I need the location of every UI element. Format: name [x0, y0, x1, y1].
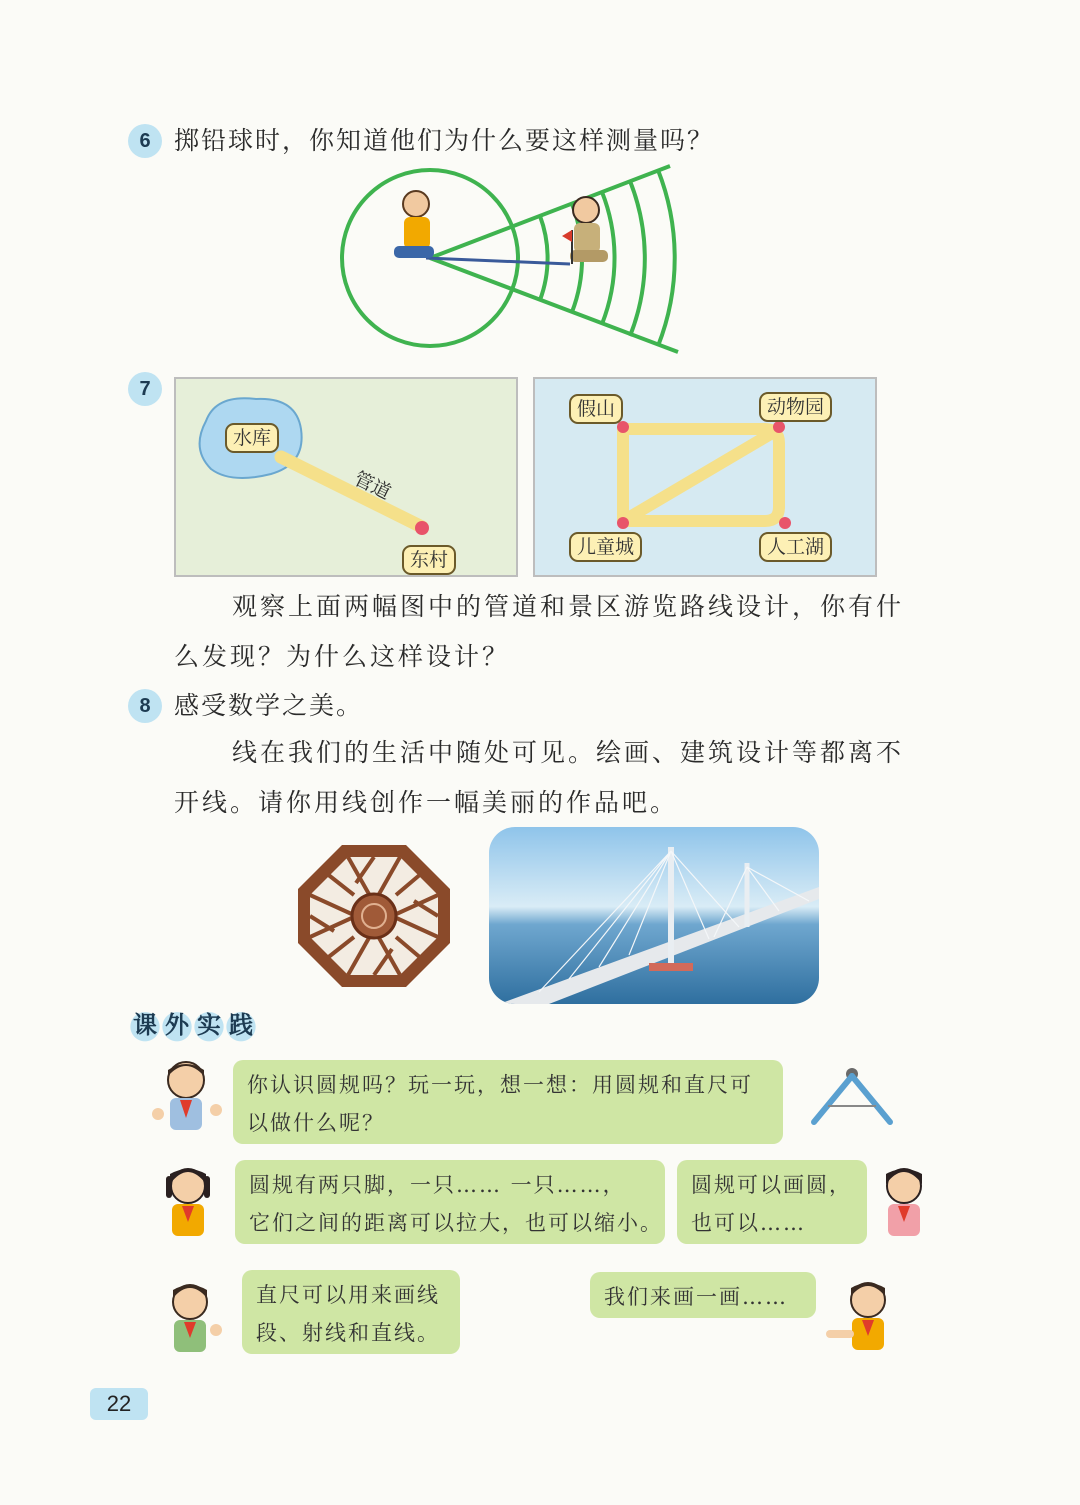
scenic-route-map: [533, 377, 877, 577]
heading-char-1: 课: [130, 1008, 160, 1042]
zoo-label: 动物园: [759, 392, 832, 422]
section-heading-practice: [130, 1008, 258, 1042]
bubble-2-line-1: 圆规有两只脚，一只…… 一只……，: [249, 1173, 626, 1197]
bubble-5-line-1: 我们来画一画……: [604, 1285, 788, 1309]
bubble-1-line-2: 以做什么呢？: [247, 1111, 385, 1135]
speech-bubble-2: [235, 1160, 665, 1244]
reservoir-label: 水库: [225, 423, 279, 453]
reservoir-map-drawing: [176, 379, 516, 575]
question-number-6: 6: [128, 124, 162, 158]
speech-bubble-1: [233, 1060, 783, 1144]
bubble-3-line-2: 也可以……: [691, 1211, 806, 1235]
shot-put-illustration: [330, 160, 690, 360]
pipe-label: 管道: [350, 467, 395, 505]
boy-avatar-1: [150, 1058, 230, 1132]
page-number: 22: [90, 1388, 148, 1420]
reservoir-map: [174, 377, 518, 577]
bubble-4-line-1: 直尺可以用来画线: [256, 1283, 440, 1307]
question-6-text: 掷铅球时，你知道他们为什么要这样测量吗？: [174, 126, 715, 155]
speech-bubble-3: [677, 1160, 867, 1244]
speech-bubble-4: [242, 1270, 460, 1354]
boy-avatar-3: [822, 1278, 902, 1352]
question-8-paragraph-line1: 线在我们的生活中随处可见。绘画、建筑设计等都离不: [232, 738, 905, 767]
bridge-photo: [489, 827, 819, 1004]
rockery-label: 假山: [569, 394, 623, 424]
question-7-paragraph-line1: 观察上面两幅图中的管道和景区游览路线设计，你有什: [232, 592, 905, 621]
question-7-paragraph-line2: 么发现？为什么这样设计？: [174, 642, 511, 671]
speech-bubble-5: [590, 1272, 816, 1318]
kids-city-label: 儿童城: [569, 532, 642, 562]
question-number-7: 7: [128, 372, 162, 406]
heading-char-3: 实: [194, 1008, 224, 1042]
boy-avatar-2: [160, 1280, 224, 1354]
compass-icon: [806, 1064, 898, 1128]
bubble-1-line-1: 你认识圆规吗？玩一玩，想一想：用圆规和直尺可: [247, 1073, 753, 1097]
artificial-lake-label: 人工湖: [759, 532, 832, 562]
heading-char-4: 践: [226, 1008, 256, 1042]
bubble-3-line-1: 圆规可以画圆，: [691, 1173, 852, 1197]
bubble-2-line-2: 它们之间的距离可以拉大，也可以缩小。: [249, 1211, 663, 1235]
girl-avatar-1: [158, 1164, 218, 1238]
lattice-window-image: [296, 843, 452, 989]
question-8-paragraph-line2: 开线。请你用线创作一幅美丽的作品吧。: [174, 788, 679, 817]
village-label: 东村: [402, 545, 456, 575]
girl-avatar-2: [874, 1164, 934, 1238]
question-8-text: 感受数学之美。: [174, 691, 364, 720]
question-number-8: 8: [128, 689, 162, 723]
bubble-4-line-2: 段、射线和直线。: [256, 1321, 440, 1345]
heading-char-2: 外: [162, 1008, 192, 1042]
